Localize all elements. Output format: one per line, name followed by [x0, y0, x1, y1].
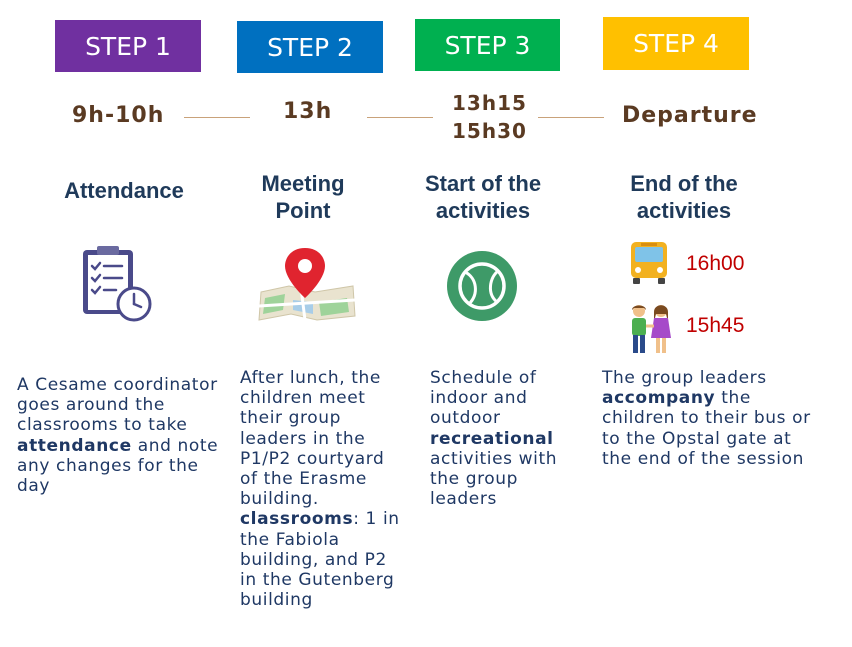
bus-icon: [627, 240, 671, 286]
step-1-label: STEP 1: [85, 31, 171, 61]
step-4-time: Departure: [622, 103, 758, 128]
step-2-time: 13h: [283, 99, 333, 124]
step-3-box: [415, 19, 560, 71]
step-3-time-end: 15h30: [452, 119, 527, 143]
step-4-label: STEP 4: [633, 29, 719, 58]
step-4-title: End of the activities: [630, 171, 738, 223]
step-2-description: After lunch, the children meet their group leaders in the P1/P2 courtyard of the Erasme building. classrooms: 1 in the Fabiola building, and P2 in the Gutenberg building: [240, 368, 400, 611]
step-2-box: [237, 21, 383, 73]
timeline-connector-3: [538, 117, 604, 118]
step-4-description: The group leaders accompany the children to their bus or to the Opstal gate at the end of the session: [602, 368, 811, 469]
map-location-pin-icon: [255, 244, 359, 322]
timeline-connector-1: [184, 117, 250, 118]
step-1-time: 9h-10h: [72, 103, 165, 128]
step-1-box: [55, 20, 201, 72]
bus-departure-time: 16h00: [686, 252, 745, 275]
step-2-label: STEP 2: [267, 32, 353, 62]
walk-departure-time: 15h45: [686, 314, 745, 337]
tennis-ball-icon: [443, 248, 521, 324]
step-1-description: A Cesame coordinator goes around the classrooms to take attendance and note any changes for the day: [17, 375, 219, 497]
step-3-label: STEP 3: [444, 30, 531, 60]
step-4-box: [603, 17, 749, 70]
step-3-time-start: 13h15: [452, 91, 527, 115]
couple-people-icon: [624, 302, 676, 356]
timeline-connector-2: [367, 117, 433, 118]
step-2-title: Meeting Point: [261, 171, 345, 223]
step-3-title: Start of the activities: [424, 171, 542, 223]
attendance-checklist-clock-icon: [78, 244, 156, 324]
step-1-title: Attendance: [64, 178, 184, 203]
step-3-description: Schedule of indoor and outdoor recreational activities with the group leaders: [430, 368, 558, 510]
